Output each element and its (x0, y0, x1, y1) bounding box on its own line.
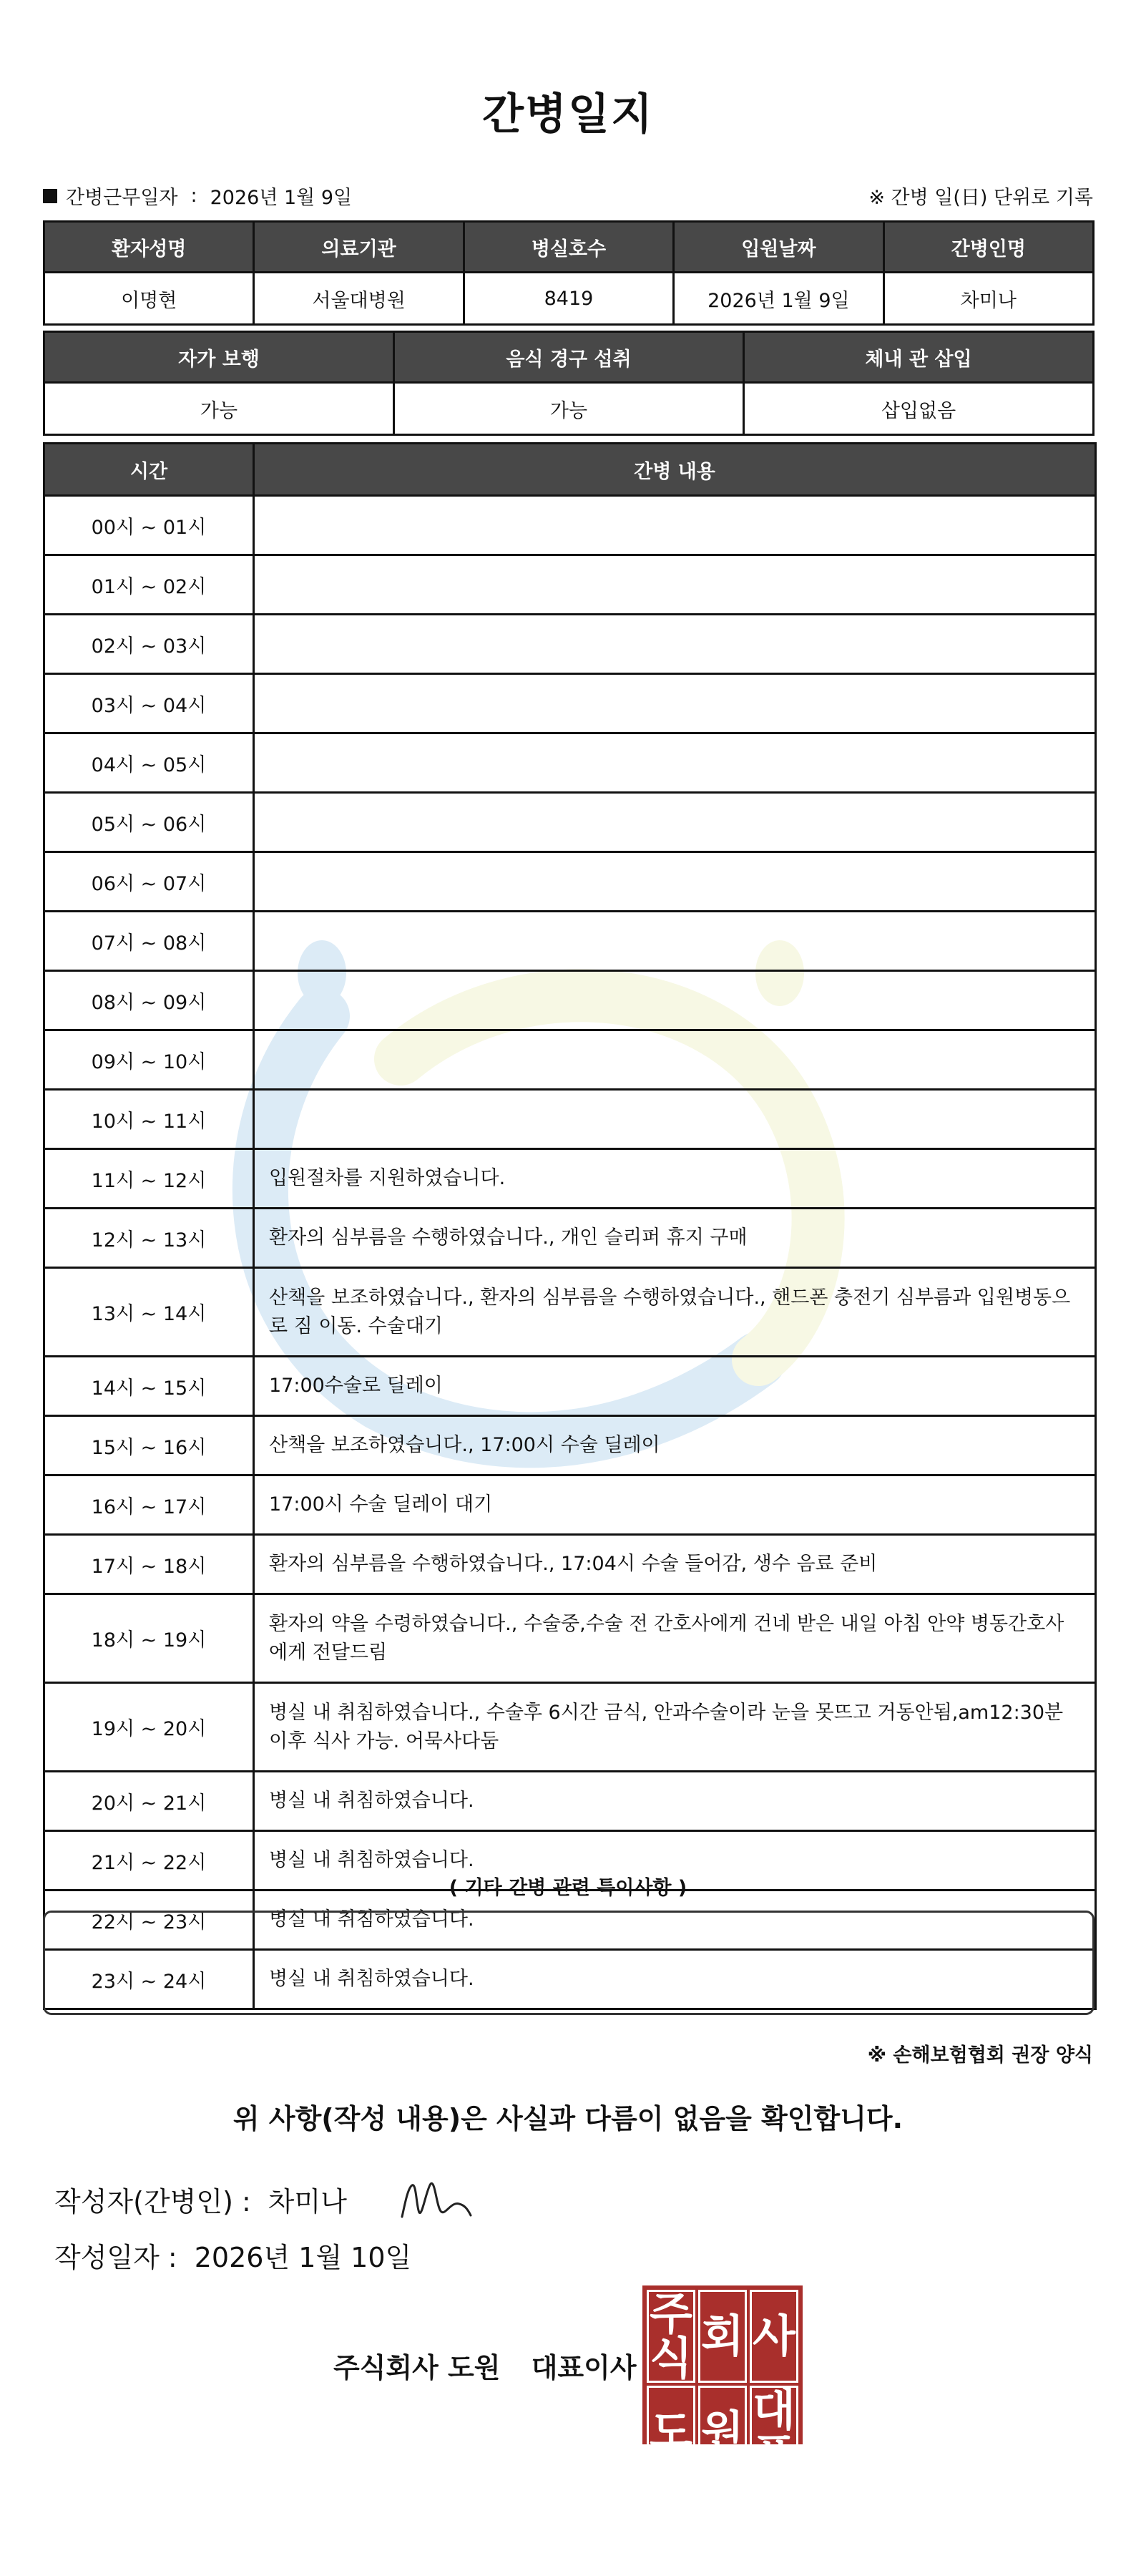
time-cell: 08시 ~ 09시 (44, 971, 254, 1030)
time-cell: 15시 ~ 16시 (44, 1416, 254, 1475)
care-log-row (44, 1030, 1096, 1090)
header-caregiver-name: 간병인명 (883, 222, 1093, 273)
content-cell: 환자의 심부름을 수행하였습니다., 17:04시 수술 들어감, 생수 음료 준비 (254, 1535, 1096, 1594)
seal-char: 도 (647, 2386, 695, 2479)
work-date-label: 간병근무일자 (66, 187, 178, 209)
seal-char: 원 (698, 2386, 747, 2479)
care-log-row (44, 1149, 1096, 1209)
tube-insertion-value: 삽입없음 (744, 383, 1094, 435)
company-signature-line (333, 2346, 637, 2385)
header-time: 시간 (44, 444, 254, 496)
content-cell: 병실 내 취침하였습니다. (254, 1772, 1096, 1831)
content-cell (254, 912, 1096, 971)
time-cell: 16시 ~ 17시 (44, 1475, 254, 1535)
patient-status-value-row (44, 383, 1094, 435)
written-date-value: 2026년 1월 10일 (194, 2242, 412, 2273)
caregiver-name: 차미나 (883, 273, 1093, 325)
care-log-header-row (44, 444, 1096, 496)
patient-name: 이명현 (44, 273, 254, 325)
content-cell: 병실 내 취침하였습니다. (254, 1890, 1096, 1950)
document-title: 간병일지 (482, 89, 654, 140)
content-cell (254, 496, 1096, 555)
content-cell (254, 852, 1096, 912)
content-cell: 병실 내 취침하였습니다., 수술후 6시간 금식, 안과수술이라 눈을 못뜨고 거동안됨,am12:30분 이후 식사 가능. 어묵사다둠 (254, 1683, 1096, 1772)
content-cell: 병실 내 취침하였습니다. (254, 1831, 1096, 1890)
unit-note: ※ 간병 일(日) 단위로 기록 (868, 187, 1093, 209)
care-log-row (44, 555, 1096, 615)
patient-info-table (43, 220, 1095, 326)
confirmation-statement: 위 사항(작성 내용)은 사실과 다름이 없음을 확인합니다. (232, 2103, 904, 2135)
header-care-content: 간병 내용 (254, 444, 1096, 496)
company-role: 대표이사 (531, 2352, 637, 2384)
content-cell: 산책을 보조하였습니다., 17:00시 수술 딜레이 (254, 1416, 1096, 1475)
care-log-row (44, 852, 1096, 912)
care-log-row (44, 1268, 1096, 1357)
seal-char: 인 (750, 2482, 798, 2575)
content-cell: 산책을 보조하였습니다., 환자의 심부름을 수행하였습니다., 핸드폰 충전기 심부름과 입원병동으로 짐 이동. 수술대기 (254, 1268, 1096, 1357)
written-date-label: 작성일자 : (54, 2242, 177, 2273)
time-cell: 05시 ~ 06시 (44, 793, 254, 852)
work-date (43, 182, 352, 210)
work-date-value: 2026년 1월 9일 (210, 187, 353, 209)
patient-status-table (43, 331, 1095, 436)
header-room-number: 병실호수 (464, 222, 673, 273)
care-log-row (44, 496, 1096, 555)
square-bullet-icon (43, 189, 57, 203)
care-log-row (44, 1090, 1096, 1149)
care-log-row (44, 1416, 1096, 1475)
special-notes-heading: ( 기타 간병 관련 특이사항 ) (449, 1877, 687, 1899)
care-log-table (43, 442, 1097, 2010)
seal-char: 이 (647, 2482, 695, 2575)
content-cell (254, 674, 1096, 733)
author-label: 작성자(간병인) : (54, 2186, 251, 2218)
patient-info-header-row (44, 222, 1094, 273)
room-number: 8419 (464, 273, 673, 325)
written-date-row (54, 2235, 411, 2275)
seal-char: 대표 (750, 2386, 798, 2479)
care-log-row (44, 733, 1096, 793)
time-cell: 11시 ~ 12시 (44, 1149, 254, 1209)
time-cell: 20시 ~ 21시 (44, 1772, 254, 1831)
content-cell: 환자의 심부름을 수행하였습니다., 개인 슬리퍼 휴지 구매 (254, 1209, 1096, 1268)
time-cell: 23시 ~ 24시 (44, 1950, 254, 2009)
header-tube-insertion: 체내 관 삽입 (744, 332, 1094, 383)
time-cell: 14시 ~ 15시 (44, 1357, 254, 1416)
care-log-row (44, 793, 1096, 852)
time-cell: 12시 ~ 13시 (44, 1209, 254, 1268)
care-log-row (44, 971, 1096, 1030)
author-value: 차미나 (268, 2186, 347, 2218)
admission-date: 2026년 1월 9일 (674, 273, 883, 325)
company-seal-stamp (642, 2285, 803, 2576)
content-cell (254, 793, 1096, 852)
content-cell (254, 1090, 1096, 1149)
header-patient-name: 환자성명 (44, 222, 254, 273)
patient-info-value-row (44, 273, 1094, 325)
time-cell: 18시 ~ 19시 (44, 1594, 254, 1683)
care-log-row (44, 1357, 1096, 1416)
time-cell: 02시 ~ 03시 (44, 615, 254, 674)
care-log-row (44, 674, 1096, 733)
special-notes-box (43, 1911, 1095, 2015)
time-cell: 19시 ~ 20시 (44, 1683, 254, 1772)
time-cell: 17시 ~ 18시 (44, 1535, 254, 1594)
care-log-row (44, 1475, 1096, 1535)
header-self-walking: 자가 보행 (44, 332, 394, 383)
care-log-row (44, 1683, 1096, 1772)
care-log-row (44, 912, 1096, 971)
time-cell: 09시 ~ 10시 (44, 1030, 254, 1090)
patient-status-header-row (44, 332, 1094, 383)
content-cell (254, 555, 1096, 615)
oral-intake-value: 가능 (394, 383, 744, 435)
work-date-colon: : (190, 185, 197, 207)
content-cell (254, 615, 1096, 674)
self-walking-value: 가능 (44, 383, 394, 435)
content-cell: 병실 내 취침하였습니다. (254, 1950, 1096, 2009)
seal-char: 사 (750, 2290, 798, 2383)
time-cell: 01시 ~ 02시 (44, 555, 254, 615)
content-cell: 환자의 약을 수령하였습니다., 수술중,수술 전 간호사에게 건네 받은 내일 아침 안약 병동간호사에게 전달드림 (254, 1594, 1096, 1683)
content-cell: 입원절차를 지원하였습니다. (254, 1149, 1096, 1209)
content-cell: 17:00시 수술 딜레이 대기 (254, 1475, 1096, 1535)
header-hospital: 의료기관 (254, 222, 464, 273)
hospital-name: 서울대병원 (254, 273, 464, 325)
time-cell: 03시 ~ 04시 (44, 674, 254, 733)
time-cell: 22시 ~ 23시 (44, 1890, 254, 1950)
association-note: ※ 손해보험협회 권장 양식 (867, 2044, 1093, 2067)
care-log-row (44, 1772, 1096, 1831)
header-admission-date: 입원날짜 (674, 222, 883, 273)
time-cell: 04시 ~ 05시 (44, 733, 254, 793)
care-log-row (44, 1594, 1096, 1683)
seal-char: 주식 (647, 2290, 695, 2383)
header-oral-intake: 음식 경구 섭취 (394, 332, 744, 383)
author-row (54, 2180, 347, 2219)
seal-char: 회 (698, 2290, 747, 2383)
seal-char: 사의 (698, 2482, 747, 2575)
time-cell: 13시 ~ 14시 (44, 1268, 254, 1357)
time-cell: 00시 ~ 01시 (44, 496, 254, 555)
care-log-row (44, 615, 1096, 674)
company-name: 주식회사 도원 (333, 2352, 501, 2384)
content-cell (254, 733, 1096, 793)
care-log-row (44, 1209, 1096, 1268)
time-cell: 10시 ~ 11시 (44, 1090, 254, 1149)
content-cell (254, 971, 1096, 1030)
time-cell: 21시 ~ 22시 (44, 1831, 254, 1890)
content-cell (254, 1030, 1096, 1090)
content-cell: 17:00수술로 딜레이 (254, 1357, 1096, 1416)
time-cell: 06시 ~ 07시 (44, 852, 254, 912)
time-cell: 07시 ~ 08시 (44, 912, 254, 971)
care-log-row (44, 1535, 1096, 1594)
handwritten-signature (398, 2175, 476, 2225)
